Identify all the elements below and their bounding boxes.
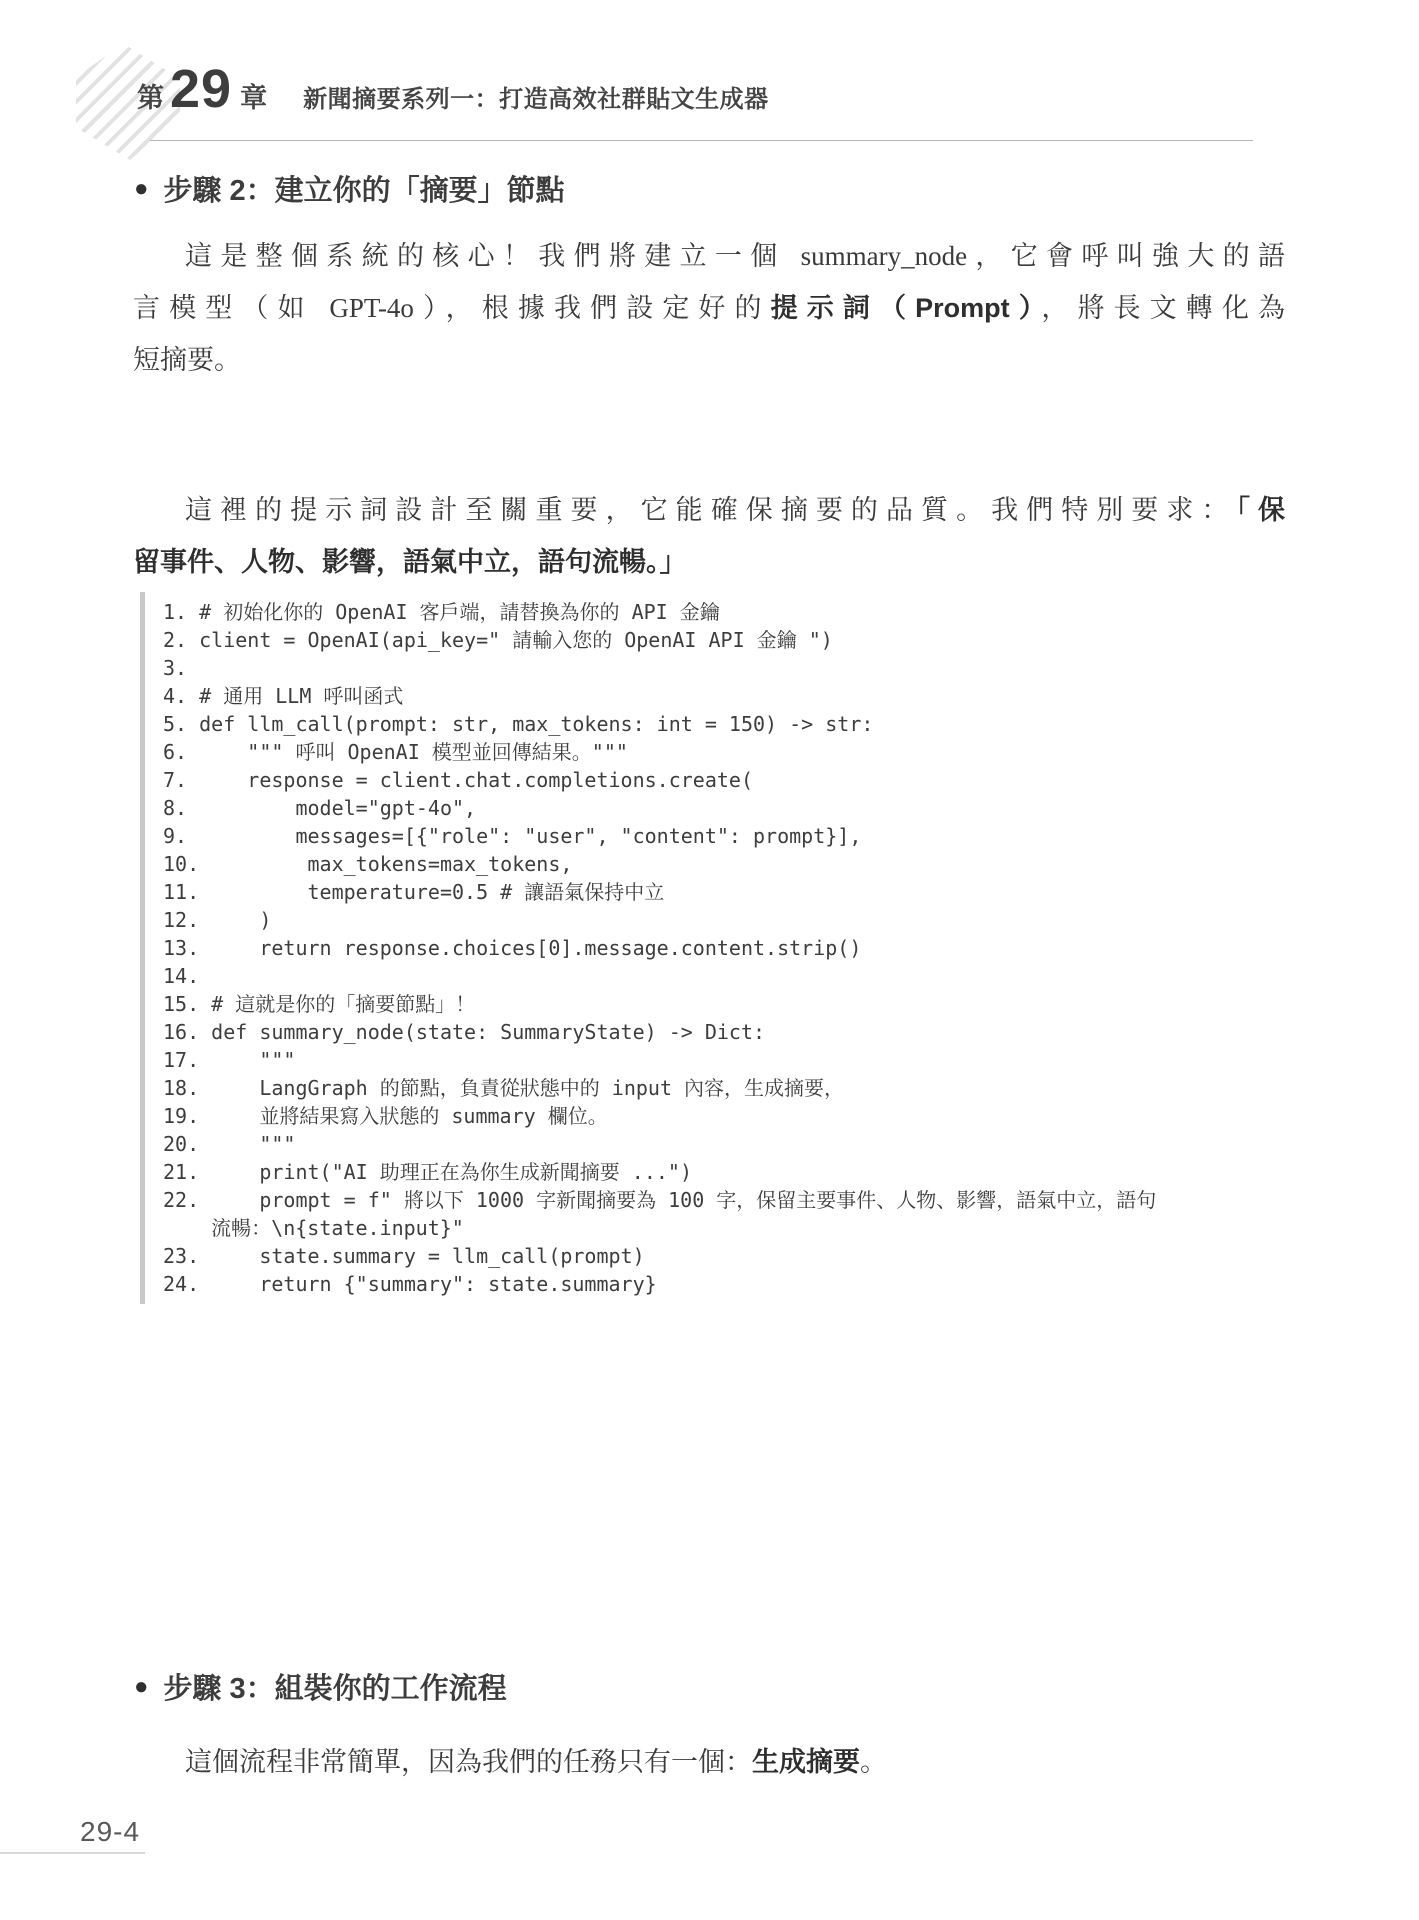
- code-line: 4. # 通用 LLM 呼叫函式: [163, 684, 404, 708]
- code-line: 3.: [163, 656, 188, 680]
- chapter-header: [137, 58, 769, 120]
- bullet-icon: ●: [134, 174, 149, 202]
- paragraph1-line1: 這是整個系統的核心！我們將建立一個 summary_node，它會呼叫強大的語: [185, 241, 1285, 271]
- paragraph1-line2-bold: 提示詞（Prompt）: [770, 293, 1042, 323]
- chapter-number: 29: [170, 59, 233, 119]
- chapter-title: 新聞摘要系列一：打造高效社群貼文生成器: [303, 86, 769, 113]
- paragraph1-line2-pre: 言模型（如 GPT-4o），根據我們設定好的: [133, 293, 771, 323]
- paragraph3-bold: 生成摘要: [752, 1747, 860, 1777]
- code-line: 16. def summary_node(state: SummaryState) -> Dict:: [163, 1020, 766, 1044]
- code-block-left-bar: [140, 592, 145, 1304]
- paragraph2-line2: [133, 542, 687, 582]
- section-heading-step2: [134, 168, 565, 209]
- chapter-suffix: 章: [240, 83, 268, 113]
- code-line: 8. model="gpt-4o",: [163, 796, 477, 820]
- footer-divider: [0, 1852, 145, 1854]
- code-line: 14.: [163, 964, 200, 988]
- code-line: 17. """: [163, 1048, 296, 1072]
- code-line: 流暢：\n{state.input}": [163, 1216, 464, 1240]
- code-line: 18. LangGraph 的節點，負責從狀態中的 input 內容，生成摘要，: [163, 1076, 845, 1100]
- section-heading-step3-label: 步驟 3：組裝你的工作流程: [163, 1673, 507, 1705]
- paragraph2-line1-bold: 「保: [1236, 495, 1286, 525]
- code-line: 11. temperature=0.5 # 讓語氣保持中立: [163, 880, 665, 904]
- paragraph1-line2-post: ，將長文轉化為: [1041, 293, 1285, 323]
- paragraph1-line3: 短摘要。: [133, 345, 241, 375]
- code-line: 9. messages=[{"role": "user", "content": prompt}],: [163, 824, 862, 848]
- code-line: 12. ): [163, 908, 272, 932]
- paragraph2-line1: [185, 490, 1285, 530]
- code-line: 15. # 這就是你的「摘要節點」！: [163, 992, 476, 1016]
- code-line: 20. """: [163, 1132, 296, 1156]
- paragraph1-line2: [133, 288, 1285, 328]
- code-block: [163, 598, 1156, 1298]
- section-heading-step3: [134, 1666, 507, 1707]
- header-divider: [150, 140, 1253, 141]
- bullet-icon: ●: [134, 1672, 149, 1700]
- paragraph3-post: 。: [860, 1747, 887, 1777]
- section-heading-step2-label: 步驟 2：建立你的「摘要」節點: [163, 175, 565, 207]
- paragraph2-line2-bold: 留事件、人物、影響，語氣中立，語句流暢。」: [133, 547, 687, 577]
- code-line: 22. prompt = f" 將以下 1000 字新聞摘要為 100 字，保留主要事件、人物、影響，語氣中立，語句: [163, 1188, 1157, 1212]
- page-number: 29-4: [80, 1816, 141, 1847]
- code-line: 13. return response.choices[0].message.content.strip(): [163, 936, 862, 960]
- paragraph3-pre: 這個流程非常簡單，因為我們的任務只有一個：: [185, 1747, 752, 1777]
- code-line: 10. max_tokens=max_tokens,: [163, 852, 573, 876]
- code-line: 21. print("AI 助理正在為你生成新聞摘要 ..."): [163, 1160, 692, 1184]
- code-line: 23. state.summary = llm_call(prompt): [163, 1244, 645, 1268]
- code-line: 19. 並將結果寫入狀態的 summary 欄位。: [163, 1104, 608, 1128]
- code-line: 1. # 初始化你的 OpenAI 客戶端，請替換為你的 API 金鑰: [163, 600, 720, 624]
- code-line: 2. client = OpenAI(api_key=" 請輸入您的 OpenAI API 金鑰 "): [163, 628, 833, 652]
- code-line: 6. """ 呼叫 OpenAI 模型並回傳結果。""": [163, 740, 628, 764]
- code-line: 24. return {"summary": state.summary}: [163, 1272, 657, 1296]
- code-line: 5. def llm_call(prompt: str, max_tokens: int = 150) -> str:: [163, 712, 874, 736]
- paragraph2-line1-pre: 這裡的提示詞設計至關重要，它能確保摘要的品質。我們特別要求：: [185, 495, 1237, 525]
- paragraph3: [185, 1742, 887, 1782]
- chapter-prefix: 第: [137, 83, 164, 113]
- code-line: 7. response = client.chat.completions.create(: [163, 768, 754, 792]
